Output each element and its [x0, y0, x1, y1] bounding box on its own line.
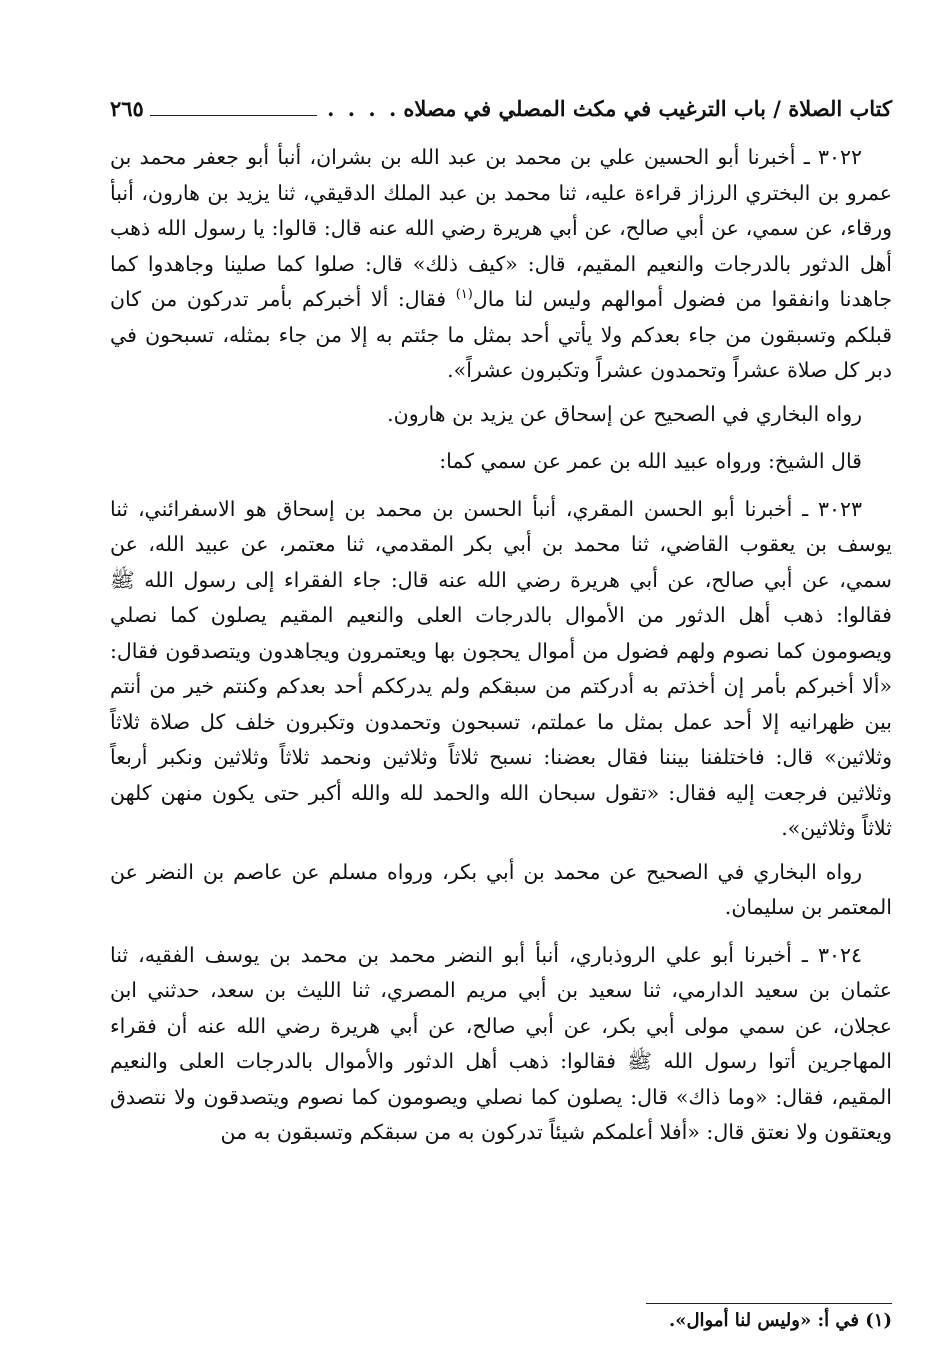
- running-header: [110, 96, 892, 138]
- hadith-3022-text-cont: فقال: ألا أخبركم بأمر تدركون من كان قبلكم وتسبقون من جاء بعدكم ولا يأتي أحد بمثل ما جئتم به إلا من جاء بمثله، تسبحون في دبر كل صلاة عشراً وتحمدون عشراً وتكبرون عشراً».: [110, 287, 892, 382]
- hadith-3024: ٣٠٢٤ ـ أخبرنا أبو علي الروذباري، أنبأ أبو النضر محمد بن محمد بن يوسف الفقيه، ثنا عثمان بن سعيد الدارمي، ثنا سعيد بن أبي مريم المصري، ثنا الليث بن سعد، حدثني ابن عجلان، عن سمي مولى أبي بكر، عن أبي صالح، عن أبي هريرة رضي الله عنه أن فقراء المهاجرين أتوا رسول الله ﷺ فقالوا: ذهب أهل الدثور والأموال بالدرجات العلى والنعيم المقيم، فقال: «وما ذاك» قال: يصلون كما نصلي ويصومون كما نصوم ويتصدقون ولا نتصدق ويعتقون ولا نعتق قال: «أفلا أعلمكم شيئاً تدركون به من سبقكم وتسبقون به من: [110, 942, 892, 1144]
- shaykh-note: قال الشيخ: ورواه عبيد الله بن عمر عن سمي كما:: [439, 449, 862, 473]
- hadith-3022: [110, 140, 892, 389]
- footnote-rule: [646, 1303, 892, 1304]
- page-body: [110, 140, 892, 1151]
- footnote: (١) في أ: «وليس لنا أموال».: [668, 1310, 892, 1331]
- hadith-3022-text: ٣٠٢٢ ـ أخبرنا أبو الحسين علي بن محمد بن عبد الله بن بشران، أنبأ أبو جعفر محمد بن عمرو بن البختري الرزاز قراءة عليه، ثنا محمد بن عبد الملك الدقيقي، ثنا يزيد بن هارون، أنبأ ورقاء، عن سمي، عن أبي صالح، عن أبي هريرة رضي الله عنه قال: قالوا: يا رسول الله ذهب أهل الدثور بالدرجات والنعيم المقيم، قال: «كيف ذلك» قال: صلوا كما صلينا وجاهدوا كما جاهدنا وانفقوا من فضول أموالهم وليس لنا مال: [110, 145, 892, 311]
- header-rule: [150, 115, 317, 116]
- page-number: ٢٦٥: [110, 96, 144, 121]
- takhrij-3023: رواه البخاري في الصحيح عن محمد بن أبي بكر، ورواه مسلم عن عاصم بن النضر عن المعتمر بن سليمان.: [110, 859, 892, 919]
- takhrij-3022: رواه البخاري في الصحيح عن إسحاق عن يزيد بن هارون.: [387, 401, 862, 426]
- header-dots: . . . .: [327, 96, 400, 121]
- header-title: كتاب الصلاة / باب الترغيب في مكث المصلي في مصلاه: [403, 96, 892, 121]
- hadith-3023: ٣٠٢٣ ـ أخبرنا أبو الحسن المقري، أنبأ الحسن بن محمد بن إسحاق هو الاسفرائني، ثنا يوسف بن يعقوب القاضي، ثنا محمد بن أبي بكر المقدمي، ثنا معتمر، عن عبيد الله، عن سمي، عن أبي صالح، عن أبي هريرة رضي الله عنه قال: جاء الفقراء إلى رسول الله ﷺ فقالوا: ذهب أهل الدثور من الأموال بالدرجات العلى والنعيم المقيم يصلون كما نصلي ويصومون كما نصوم ولهم فضول من أموال يحجون بها ويعتمرون ويجاهدون ويتصدقون فقال: «ألا أخبركم بأمر إن أخذتم به أدركتم من سبقكم ولم يدرككم أحد بعدكم وكنتم خير من أنتم بين ظهرانيه إلا أحد عمل بمثل ما عملتم، تسبحون وتحمدون وتكبرون خلف كل صلاة ثلاثاً وثلاثين» قال: فاختلفنا بيننا فقال بعضنا: نسبح ثلاثاً وثلاثين ونحمد ثلاثاً وثلاثين ونكبر أربعاً وثلاثين فرجعت إليه فقال: «تقول سبحان الله والحمد لله والله أكبر حتى يكون منهن كلهن ثلاثاً وثلاثين».: [110, 496, 892, 840]
- footnote-marker[interactable]: (١): [455, 287, 473, 303]
